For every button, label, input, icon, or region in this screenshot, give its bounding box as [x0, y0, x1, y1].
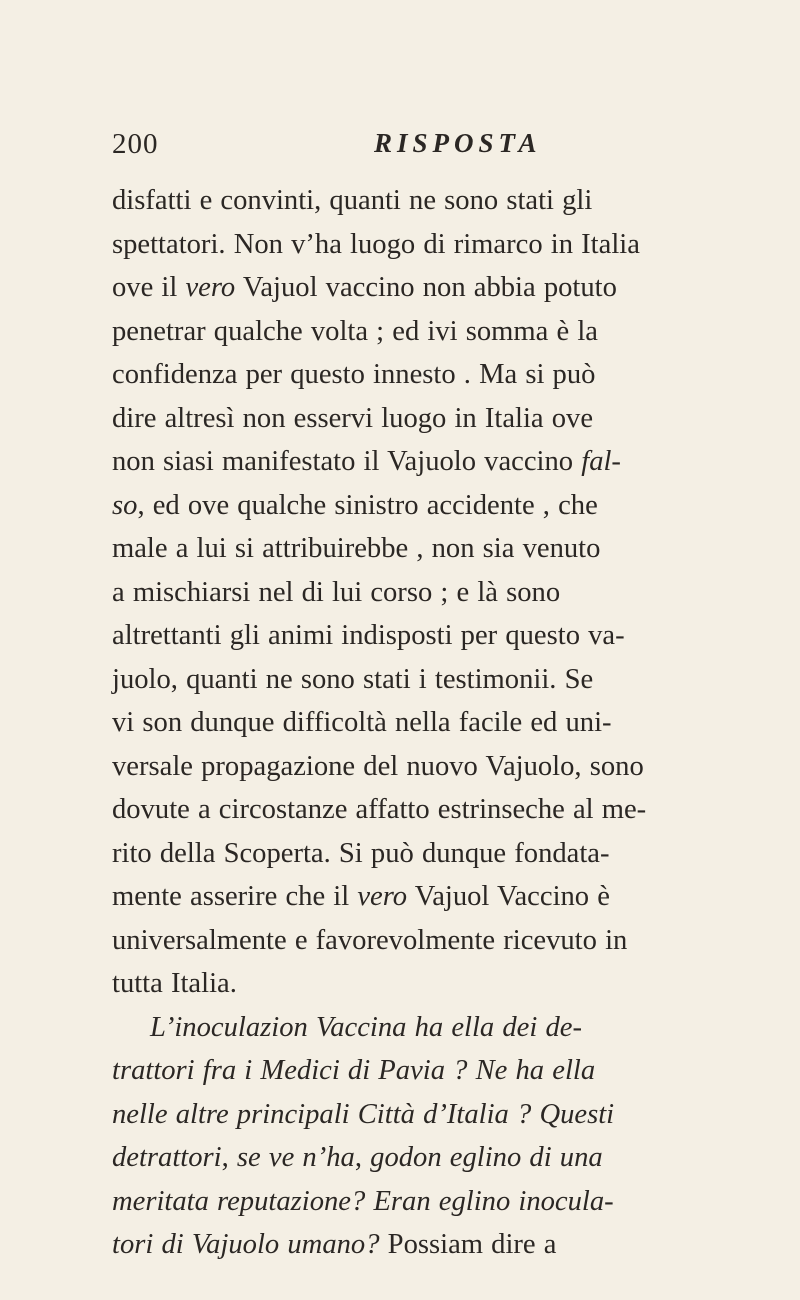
text-line — [112, 832, 712, 876]
text-line — [112, 614, 712, 658]
text-segment: altrettanti gli animi indisposti per questo va- — [112, 620, 625, 651]
text-line — [112, 658, 712, 702]
text-segment: , — [221, 1142, 237, 1173]
text-segment: Vajuol vaccino non abbia potuto — [235, 272, 617, 303]
text-segment: mente asserire che il — [112, 881, 358, 912]
text-line — [112, 571, 712, 615]
text-line — [112, 527, 712, 571]
text-segment: tutta Italia. — [112, 968, 237, 999]
text-segment: dovute a circostanze affatto estrinseche al me- — [112, 794, 647, 825]
text-line — [112, 310, 712, 354]
text-segment: Possiam dire a — [379, 1229, 557, 1260]
italic-text: detrattori — [112, 1142, 222, 1173]
text-segment: versale propagazione del nuovo Vajuolo, sono — [112, 750, 644, 782]
text-line — [112, 1180, 712, 1224]
text-line — [112, 788, 712, 832]
text-line — [112, 1049, 712, 1093]
text-segment: , — [354, 1142, 371, 1173]
text-segment: spettatori. Non v’ha luogo di rimarco in Italia — [112, 228, 640, 260]
text-line — [112, 397, 712, 441]
text-segment: , ed ove qualche sinistro accidente , che — [137, 489, 598, 521]
text-line — [112, 353, 712, 397]
italic-text: L’inoculazion Vaccina ha ella dei de- — [150, 1011, 582, 1043]
text-segment: dire altresì non esservi luogo in Italia ove — [112, 402, 594, 434]
text-segment: confidenza per questo innesto . Ma si può — [112, 359, 596, 390]
text-segment: non siasi manifestato il Vajuolo vaccino — [112, 446, 582, 477]
italic-text: trattori fra i Medici di Pavia ? Ne ha ella — [112, 1055, 596, 1086]
text-segment: juolo, quanti ne sono stati i testimonii. Se — [112, 663, 594, 695]
italic-text: se ve n’ha — [236, 1142, 355, 1173]
italic-text: tori di Vajuolo umano? — [112, 1229, 380, 1260]
text-segment: rito della Scoperta. Si può dunque fondata- — [112, 837, 610, 869]
text-line — [112, 1006, 712, 1050]
text-segment: penetrar qualche volta ; ed ivi somma è la — [112, 315, 598, 347]
text-line — [112, 223, 712, 267]
italic-text: vero — [185, 272, 236, 303]
text-line — [112, 1093, 712, 1137]
text-line — [112, 1223, 712, 1267]
text-line — [112, 962, 712, 1006]
text-line — [112, 266, 712, 310]
italic-text: fal- — [581, 446, 621, 477]
italic-text: meritata reputazione? Eran eglino inocula- — [112, 1185, 614, 1217]
italic-text: so — [112, 489, 138, 521]
text-segment: vi son dunque difficoltà nella facile ed uni- — [112, 707, 612, 738]
italic-text: nelle altre principali Città d’Italia ? Questi — [112, 1098, 615, 1130]
text-segment: universalmente e favorevolmente ricevuto in — [112, 924, 628, 956]
running-head: RISPOSTA — [374, 128, 542, 158]
italic-text: godon eglino di una — [370, 1142, 603, 1173]
text-line — [112, 484, 712, 528]
text-segment: disfatti e convinti, quanti ne sono stati gli — [112, 185, 593, 216]
text-line — [112, 701, 712, 745]
text-line — [112, 179, 712, 223]
text-line — [112, 919, 712, 963]
text-line — [112, 745, 712, 789]
italic-text: vero — [357, 881, 408, 912]
text-line — [112, 440, 712, 484]
text-segment: ove il — [112, 272, 186, 303]
text-segment: a mischiarsi nel di lui corso ; e là sono — [112, 576, 561, 608]
text-line — [112, 875, 712, 919]
text-segment: male a lui si attribuirebbe , non sia venuto — [112, 533, 601, 564]
text-line — [112, 1136, 712, 1180]
text-segment: Vajuol Vaccino è — [407, 881, 610, 912]
body-text — [112, 179, 712, 1267]
page-number: 200 — [112, 128, 159, 160]
page-header — [112, 128, 692, 168]
